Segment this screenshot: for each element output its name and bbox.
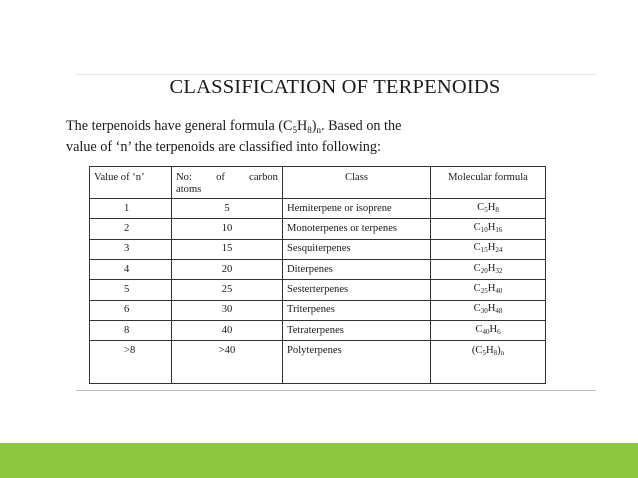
terpene-class: Diterpenes: [283, 259, 431, 279]
formula-part: C: [473, 303, 481, 315]
molecular-formula: [431, 280, 546, 300]
formula-part: (C: [471, 345, 483, 357]
formula-part: C: [473, 282, 481, 294]
formula-part: C: [473, 221, 481, 233]
carbon-count: 5: [172, 199, 283, 219]
terpene-class: Hemiterpene or isoprene: [283, 199, 431, 219]
table-row: [90, 341, 546, 384]
molecular-formula: [431, 320, 546, 340]
n-value: 1: [90, 199, 172, 219]
table-row: [90, 300, 546, 320]
formula-part: C: [473, 262, 481, 274]
header-class: Class: [283, 167, 431, 199]
formula-part: C: [473, 242, 481, 254]
molecular-formula: [431, 300, 546, 320]
carbon-count: >40: [172, 341, 283, 384]
slide-title: CLASSIFICATION OF TERPENOIDS: [169, 76, 501, 98]
header-word: of: [216, 172, 225, 183]
n-value: 8: [90, 320, 172, 340]
formula-sub: 48: [495, 307, 503, 316]
formula-sub: 30: [480, 307, 488, 316]
formula-sub: 40: [495, 286, 503, 295]
footer-accent-band: [0, 443, 638, 478]
table-row: [90, 259, 546, 279]
formula-sub: 10: [480, 225, 488, 234]
n-value: 4: [90, 259, 172, 279]
formula-sub: 8: [495, 205, 499, 214]
n-value: 5: [90, 280, 172, 300]
formula-sub: 24: [495, 246, 503, 255]
formula-part: H: [487, 303, 496, 315]
carbon-count: 15: [172, 239, 283, 259]
header-word: No:: [176, 172, 192, 183]
formula-sub: 5: [484, 205, 488, 214]
header-word: atoms: [176, 184, 202, 195]
intro-text: The terpenoids have general formula (C: [66, 118, 293, 134]
terpene-class: Tetraterpenes: [283, 320, 431, 340]
formula-part: H: [487, 201, 496, 213]
formula-part: H: [487, 262, 496, 274]
terpenoid-table: [89, 166, 546, 384]
molecular-formula: [431, 259, 546, 279]
table-row: [90, 280, 546, 300]
formula-part: C: [477, 201, 485, 213]
n-value: 3: [90, 239, 172, 259]
intro-subscript: n: [316, 125, 321, 135]
molecular-formula: [431, 219, 546, 239]
intro-text: . Based on the: [321, 118, 402, 134]
intro-paragraph: [66, 118, 566, 156]
formula-part: H: [487, 282, 496, 294]
bottom-divider: [76, 390, 596, 391]
table-row: [90, 239, 546, 259]
header-n: Value of ‘n’: [90, 167, 172, 199]
intro-text: H: [297, 118, 308, 134]
intro-subscript: 5: [292, 125, 298, 135]
table-row: [90, 320, 546, 340]
intro-text: value of ‘n’ the terpenoids are classified into following:: [66, 139, 381, 155]
carbon-count: 20: [172, 259, 283, 279]
top-divider: [76, 74, 596, 75]
n-value: 2: [90, 219, 172, 239]
intro-subscript: 8: [307, 125, 312, 135]
formula-part: H: [489, 323, 498, 335]
formula-sub: 15: [480, 246, 488, 255]
formula-part: H: [487, 242, 496, 254]
formula-sub: n: [500, 349, 505, 358]
formula-part: H: [485, 345, 494, 357]
header-formula: Molecular formula: [431, 167, 546, 199]
terpene-class: Triterpenes: [283, 300, 431, 320]
n-value: 6: [90, 300, 172, 320]
header-word: carbon: [249, 172, 278, 183]
intro-text: ): [311, 118, 317, 134]
formula-part: ): [497, 345, 501, 357]
formula-sub: 40: [482, 327, 490, 336]
carbon-count: 25: [172, 280, 283, 300]
terpene-class: Sesquiterpenes: [283, 239, 431, 259]
terpene-class: Polyterpenes: [283, 341, 431, 384]
formula-sub: 8: [493, 349, 498, 358]
table-row: [90, 219, 546, 239]
carbon-count: 10: [172, 219, 283, 239]
formula-sub: 20: [480, 266, 488, 275]
molecular-formula: [431, 199, 546, 219]
terpene-class: Monoterpenes or terpenes: [283, 219, 431, 239]
carbon-count: 40: [172, 320, 283, 340]
formula-sub: 16: [495, 225, 503, 234]
formula-sub: 5: [482, 349, 486, 358]
formula-sub: 25: [480, 286, 488, 295]
formula-part: C: [475, 323, 483, 335]
formula-sub: 6: [497, 327, 501, 336]
formula-part: H: [487, 221, 496, 233]
terpene-class: Sesterterpenes: [283, 280, 431, 300]
formula-sub: 32: [495, 266, 503, 275]
table-row: [90, 199, 546, 219]
molecular-formula: [431, 341, 546, 384]
carbon-count: 30: [172, 300, 283, 320]
molecular-formula: [431, 239, 546, 259]
header-carbon-atoms: [172, 167, 283, 199]
n-value: >8: [90, 341, 172, 384]
